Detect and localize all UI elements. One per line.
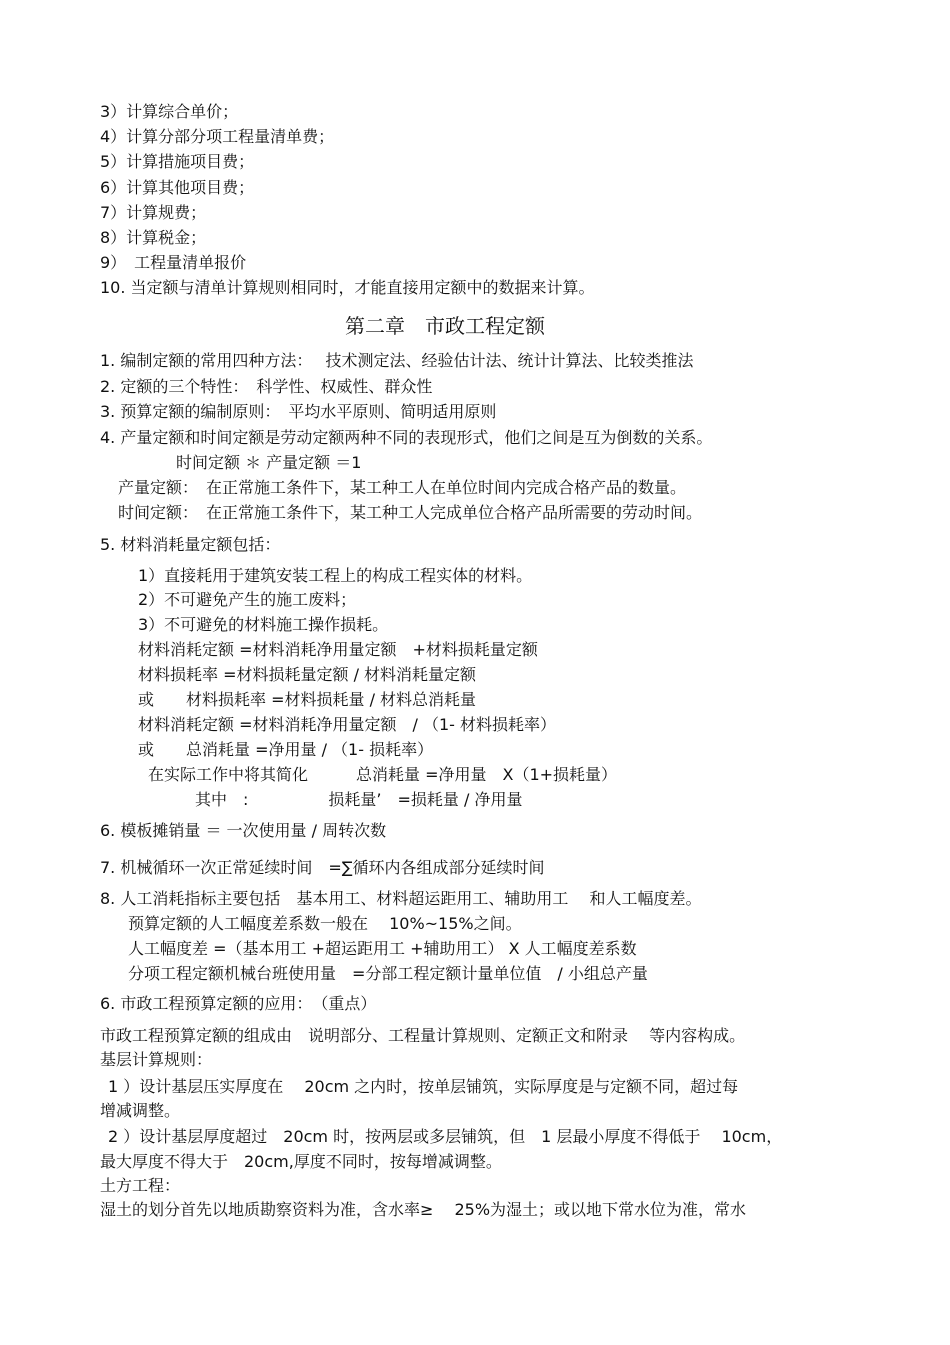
formula: 材料损耗率 =材料损耗量定额 / 材料消耗量定额 xyxy=(138,665,477,684)
list-item: 4）计算分部分项工程量清单费； xyxy=(100,127,335,146)
list-item: 1）直接耗用于建筑安装工程上的构成工程实体的材料。 xyxy=(138,566,533,585)
list-item: 9） 工程量清单报价 xyxy=(100,253,247,272)
list-item: 3）不可避免的材料施工操作损耗。 xyxy=(138,615,389,634)
formula: 其中 : 损耗量’ =损耗量 / 净用量 xyxy=(195,790,523,809)
paragraph: 1 ）设计基层压实厚度在 20cm 之内时，按单层铺筑，实际厚度是与定额不同，超过每 xyxy=(108,1077,739,1096)
paragraph: 预算定额的人工幅度差系数一般在 10%~15%之间。 xyxy=(128,914,522,933)
paragraph: 3. 预算定额的编制原则： 平均水平原则、简明适用原则 xyxy=(100,402,497,421)
formula: 或 材料损耗率 =材料损耗量 / 材料总消耗量 xyxy=(138,690,477,709)
list-item: 3）计算综合单价； xyxy=(100,102,239,121)
definition: 产量定额： 在正常施工条件下，某工种工人在单位时间内完成合格产品的数量。 xyxy=(118,478,687,497)
formula: 时间定额 ＊ 产量定额 ＝1 xyxy=(176,453,362,472)
formula: 材料消耗定额 =材料消耗净用量定额 +材料损耗量定额 xyxy=(138,640,538,659)
list-item: 10. 当定额与清单计算规则相同时，才能直接用定额中的数据来计算。 xyxy=(100,278,595,297)
paragraph: 2. 定额的三个特性： 科学性、权威性、群众性 xyxy=(100,377,433,396)
chapter-title: 第二章 市政工程定额 xyxy=(345,314,545,338)
paragraph: 最大厚度不得大于 20cm,厚度不同时，按每增减调整。 xyxy=(100,1152,502,1171)
formula: 分项工程定额机械台班使用量 =分部工程定额计量单位值 / 小组总产量 xyxy=(128,964,648,983)
list-item: 8）计算税金； xyxy=(100,228,207,247)
paragraph: 6. 模板摊销量 ＝ 一次使用量 / 周转次数 xyxy=(100,821,387,840)
section-heading: 土方工程： xyxy=(100,1176,181,1195)
paragraph: 2 ）设计基层厚度超过 20cm 时，按两层或多层铺筑，但 1 层最小厚度不得低于 10cm， xyxy=(108,1127,783,1146)
paragraph: 7. 机械循环一次正常延续时间 =∑循环内各组成部分延续时间 xyxy=(100,858,545,877)
paragraph: 市政工程预算定额的组成由 说明部分、工程量计算规则、定额正文和附录 等内容构成。 xyxy=(100,1026,746,1045)
paragraph: 增减调整。 xyxy=(100,1101,181,1120)
definition: 时间定额： 在正常施工条件下，某工种工人完成单位合格产品所需要的劳动时间。 xyxy=(118,503,703,522)
paragraph: 8. 人工消耗指标主要包括 基本用工、材料超运距用工、辅助用工 和人工幅度差。 xyxy=(100,889,702,908)
paragraph: 湿土的划分首先以地质勘察资料为准，含水率≥ 25%为湿土；或以地下常水位为准，常水 xyxy=(100,1200,747,1219)
section-heading: 基层计算规则： xyxy=(100,1050,213,1069)
paragraph: 4. 产量定额和时间定额是劳动定额两种不同的表现形式，他们之间是互为倒数的关系。 xyxy=(100,428,713,447)
formula: 材料消耗定额 =材料消耗净用量定额 / （1- 材料损耗率） xyxy=(138,715,557,734)
list-item: 7）计算规费； xyxy=(100,203,207,222)
formula: 在实际工作中将其简化 总消耗量 =净用量 X（1+损耗量） xyxy=(148,765,618,784)
list-item: 5）计算措施项目费； xyxy=(100,152,255,171)
list-item: 6）计算其他项目费； xyxy=(100,178,255,197)
list-item: 2）不可避免产生的施工废料； xyxy=(138,590,357,609)
paragraph: 5. 材料消耗量定额包括： xyxy=(100,535,281,554)
paragraph: 1. 编制定额的常用四种方法： 技术测定法、经验估计法、统计计算法、比较类推法 xyxy=(100,351,694,370)
formula: 人工幅度差 =（基本用工 +超运距用工 +辅助用工） X 人工幅度差系数 xyxy=(128,939,637,958)
paragraph: 6. 市政工程预算定额的应用： （重点） xyxy=(100,994,377,1013)
formula: 或 总消耗量 =净用量 / （1- 损耗率） xyxy=(138,740,434,759)
